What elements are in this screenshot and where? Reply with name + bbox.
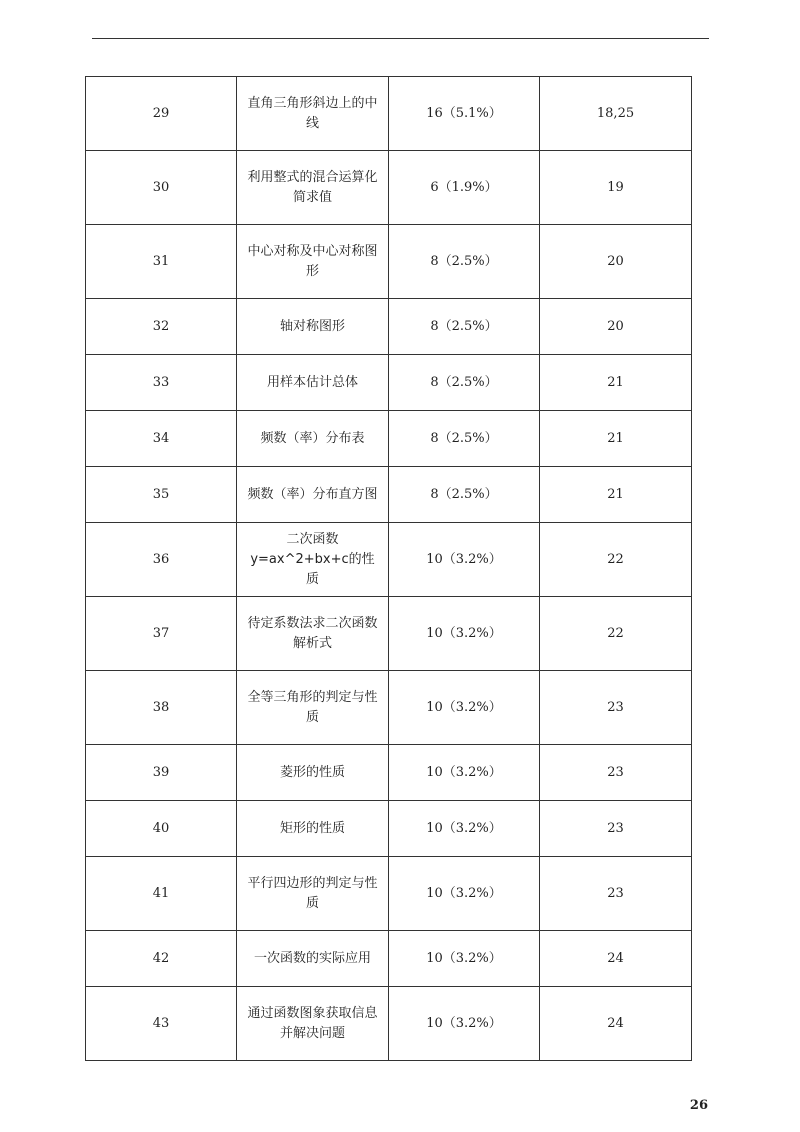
knowledge-point: 利用整式的混合运算化简求值 bbox=[237, 151, 389, 225]
score-share: 10（3.2%） bbox=[389, 931, 540, 987]
question-numbers: 21 bbox=[540, 467, 692, 523]
question-numbers: 23 bbox=[540, 801, 692, 857]
row-number: 31 bbox=[86, 225, 237, 299]
question-numbers: 23 bbox=[540, 745, 692, 801]
question-numbers: 23 bbox=[540, 671, 692, 745]
row-number: 35 bbox=[86, 467, 237, 523]
score-share: 8（2.5%） bbox=[389, 355, 540, 411]
score-share: 10（3.2%） bbox=[389, 523, 540, 597]
table-row bbox=[86, 355, 692, 411]
knowledge-point: 直角三角形斜边上的中线 bbox=[237, 77, 389, 151]
row-number: 32 bbox=[86, 299, 237, 355]
knowledge-point: 矩形的性质 bbox=[237, 801, 389, 857]
row-number: 36 bbox=[86, 523, 237, 597]
knowledge-point: 菱形的性质 bbox=[237, 745, 389, 801]
knowledge-point: 待定系数法求二次函数解析式 bbox=[237, 597, 389, 671]
row-number: 38 bbox=[86, 671, 237, 745]
knowledge-point: 全等三角形的判定与性质 bbox=[237, 671, 389, 745]
score-share: 10（3.2%） bbox=[389, 745, 540, 801]
knowledge-point-table bbox=[85, 76, 692, 1061]
knowledge-point: 通过函数图象获取信息并解决问题 bbox=[237, 987, 389, 1061]
score-share: 10（3.2%） bbox=[389, 857, 540, 931]
question-numbers: 22 bbox=[540, 597, 692, 671]
score-share: 10（3.2%） bbox=[389, 987, 540, 1061]
row-number: 40 bbox=[86, 801, 237, 857]
row-number: 41 bbox=[86, 857, 237, 931]
table-row bbox=[86, 671, 692, 745]
question-numbers: 24 bbox=[540, 931, 692, 987]
table-row bbox=[86, 931, 692, 987]
header-rule bbox=[92, 38, 709, 39]
question-numbers: 24 bbox=[540, 987, 692, 1061]
row-number: 42 bbox=[86, 931, 237, 987]
knowledge-point: 二次函数y=ax^2+bx+c的性质 bbox=[237, 523, 389, 597]
row-number: 43 bbox=[86, 987, 237, 1061]
knowledge-point: 用样本估计总体 bbox=[237, 355, 389, 411]
question-numbers: 18,25 bbox=[540, 77, 692, 151]
table-row bbox=[86, 523, 692, 597]
question-numbers: 22 bbox=[540, 523, 692, 597]
score-share: 8（2.5%） bbox=[389, 467, 540, 523]
row-number: 37 bbox=[86, 597, 237, 671]
score-share: 10（3.2%） bbox=[389, 671, 540, 745]
question-numbers: 20 bbox=[540, 225, 692, 299]
row-number: 34 bbox=[86, 411, 237, 467]
table-row bbox=[86, 411, 692, 467]
knowledge-point: 频数（率）分布直方图 bbox=[237, 467, 389, 523]
score-share: 6（1.9%） bbox=[389, 151, 540, 225]
knowledge-point: 一次函数的实际应用 bbox=[237, 931, 389, 987]
question-numbers: 20 bbox=[540, 299, 692, 355]
table-row bbox=[86, 225, 692, 299]
knowledge-point: 中心对称及中心对称图形 bbox=[237, 225, 389, 299]
table-row bbox=[86, 745, 692, 801]
table-row bbox=[86, 467, 692, 523]
table-row bbox=[86, 151, 692, 225]
question-numbers: 21 bbox=[540, 411, 692, 467]
score-share: 10（3.2%） bbox=[389, 597, 540, 671]
question-numbers: 21 bbox=[540, 355, 692, 411]
row-number: 29 bbox=[86, 77, 237, 151]
table-row bbox=[86, 801, 692, 857]
table-row bbox=[86, 77, 692, 151]
table-row bbox=[86, 299, 692, 355]
row-number: 30 bbox=[86, 151, 237, 225]
table-row bbox=[86, 597, 692, 671]
knowledge-point: 轴对称图形 bbox=[237, 299, 389, 355]
question-numbers: 23 bbox=[540, 857, 692, 931]
table-row bbox=[86, 987, 692, 1061]
score-share: 16（5.1%） bbox=[389, 77, 540, 151]
score-share: 10（3.2%） bbox=[389, 801, 540, 857]
page-number: 26 bbox=[689, 1098, 708, 1113]
row-number: 33 bbox=[86, 355, 237, 411]
score-share: 8（2.5%） bbox=[389, 225, 540, 299]
score-share: 8（2.5%） bbox=[389, 299, 540, 355]
knowledge-point: 平行四边形的判定与性质 bbox=[237, 857, 389, 931]
score-share: 8（2.5%） bbox=[389, 411, 540, 467]
question-numbers: 19 bbox=[540, 151, 692, 225]
row-number: 39 bbox=[86, 745, 237, 801]
knowledge-point: 频数（率）分布表 bbox=[237, 411, 389, 467]
table-row bbox=[86, 857, 692, 931]
